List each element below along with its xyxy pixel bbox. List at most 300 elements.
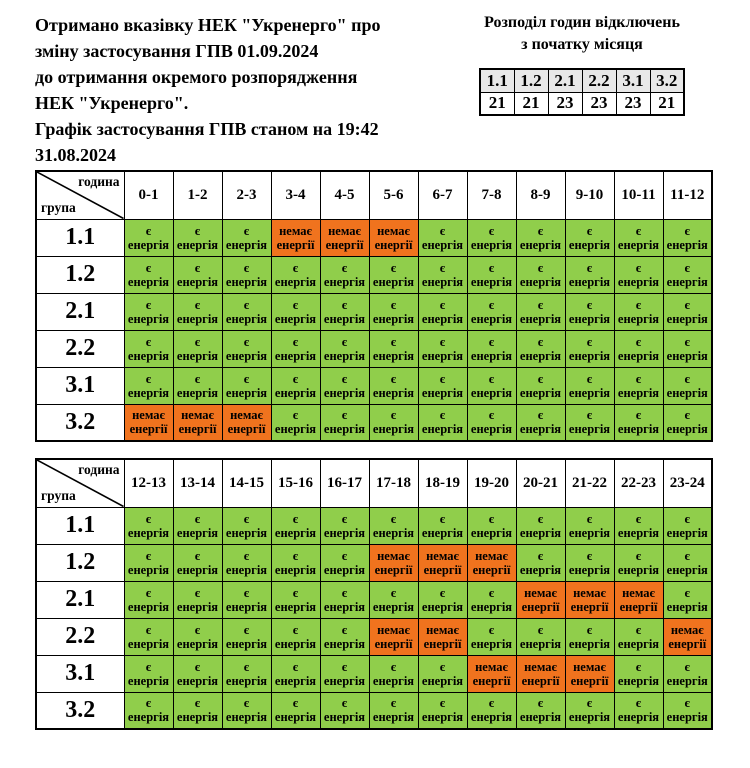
- energy-status-line: енергія: [323, 348, 366, 363]
- energy-status-line: немає: [573, 585, 606, 600]
- energy-status-line: є: [488, 223, 495, 238]
- group-label-cell: 2.2: [36, 330, 124, 367]
- energy-status-line: енергії: [521, 673, 560, 688]
- outage-distribution-title: [458, 12, 706, 56]
- energy-status-line: енергія: [666, 274, 708, 289]
- energy-status-cell: [663, 330, 712, 367]
- energy-status-line: енергії: [472, 562, 511, 577]
- energy-status-line: є: [586, 371, 593, 386]
- energy-status-line: є: [684, 585, 690, 600]
- hour-header-cell: 21-22: [565, 459, 614, 507]
- energy-status-line: є: [341, 408, 348, 423]
- energy-status-line: енергія: [225, 599, 268, 614]
- hour-header-cell: 14-15: [222, 459, 271, 507]
- energy-status-line: енергії: [325, 237, 364, 252]
- energy-status-line: є: [488, 408, 495, 423]
- group-label-cell: 1.1: [36, 219, 124, 256]
- energy-status-line: немає: [426, 622, 459, 637]
- schedule-row: [36, 618, 712, 655]
- group-label-cell: 3.1: [36, 367, 124, 404]
- energy-status-line: є: [145, 371, 152, 386]
- energy-status-cell: [222, 618, 271, 655]
- energy-status-line: є: [341, 511, 348, 526]
- energy-status-cell: [320, 404, 369, 441]
- energy-status-line: є: [439, 585, 446, 600]
- summary-group-cell: 3.1: [616, 69, 650, 92]
- summary-group-cell: 2.2: [582, 69, 616, 92]
- energy-status-line: є: [194, 622, 201, 637]
- energy-status-line: енергії: [472, 673, 511, 688]
- energy-status-cell: [124, 219, 173, 256]
- group-label-cell: 3.2: [36, 404, 124, 441]
- energy-status-line: енергія: [617, 237, 660, 252]
- energy-status-line: енергії: [423, 636, 462, 651]
- hour-header-cell: 2-3: [222, 171, 271, 219]
- energy-status-line: енергія: [176, 599, 219, 614]
- energy-status-line: є: [292, 622, 299, 637]
- hour-header-cell: 11-12: [663, 171, 712, 219]
- energy-status-line: немає: [279, 223, 312, 238]
- energy-status-cell: [663, 544, 712, 581]
- hour-header-cell: 16-17: [320, 459, 369, 507]
- energy-status-line: є: [292, 260, 299, 275]
- energy-status-line: енергії: [570, 599, 609, 614]
- energy-status-line: є: [341, 334, 348, 349]
- summary-hours-cell: 23: [548, 92, 582, 115]
- group-label-cell: 2.1: [36, 293, 124, 330]
- energy-status-line: є: [635, 511, 642, 526]
- energy-status-line: є: [684, 260, 690, 275]
- energy-status-line: є: [488, 371, 495, 386]
- group-label-cell: 1.1: [36, 507, 124, 544]
- energy-status-line: є: [537, 371, 544, 386]
- schedule-row: [36, 692, 712, 729]
- energy-status-line: є: [635, 548, 642, 563]
- energy-status-line: енергія: [519, 710, 562, 725]
- energy-status-line: енергія: [568, 710, 611, 725]
- energy-status-line: енергія: [617, 525, 660, 540]
- corner-cell: [36, 171, 124, 219]
- energy-status-line: енергія: [519, 525, 562, 540]
- energy-status-line: є: [684, 696, 690, 711]
- energy-status-cell: [565, 256, 614, 293]
- energy-status-line: енергія: [176, 710, 219, 725]
- energy-status-line: немає: [377, 223, 410, 238]
- energy-status-line: енергія: [617, 562, 660, 577]
- energy-status-cell: [271, 655, 320, 692]
- energy-status-cell: [614, 404, 663, 441]
- schedule-row: [36, 507, 712, 544]
- energy-status-line: енергія: [127, 525, 170, 540]
- energy-status-cell: [124, 507, 173, 544]
- energy-status-line: є: [390, 511, 397, 526]
- energy-status-line: енергія: [470, 385, 513, 400]
- energy-status-line: є: [684, 659, 690, 674]
- energy-status-line: немає: [573, 659, 606, 674]
- energy-status-cell: [222, 330, 271, 367]
- energy-status-cell: [320, 256, 369, 293]
- energy-status-cell: [418, 507, 467, 544]
- energy-status-cell: [124, 256, 173, 293]
- energy-status-line: немає: [622, 585, 655, 600]
- energy-status-line: є: [684, 511, 690, 526]
- energy-status-cell: [663, 507, 712, 544]
- energy-status-cell: [222, 404, 271, 441]
- energy-status-line: є: [292, 297, 299, 312]
- energy-status-line: є: [390, 334, 397, 349]
- energy-status-line: є: [292, 511, 299, 526]
- schedule-row: [36, 581, 712, 618]
- energy-status-line: немає: [377, 622, 410, 637]
- energy-status-cell: [124, 330, 173, 367]
- energy-status-line: енергія: [617, 348, 660, 363]
- energy-status-line: є: [243, 260, 250, 275]
- energy-status-line: енергія: [274, 422, 317, 437]
- energy-status-cell: [516, 692, 565, 729]
- energy-status-line: енергія: [568, 562, 611, 577]
- energy-status-line: є: [586, 334, 593, 349]
- energy-status-line: енергія: [519, 348, 562, 363]
- energy-status-line: є: [635, 334, 642, 349]
- corner-cell: [36, 459, 124, 507]
- energy-status-line: енергії: [374, 562, 413, 577]
- energy-status-cell: [614, 581, 663, 618]
- energy-status-line: енергія: [421, 385, 464, 400]
- energy-status-line: є: [243, 371, 250, 386]
- energy-status-line: енергії: [178, 422, 217, 437]
- energy-status-line: енергія: [421, 525, 464, 540]
- hour-header-cell: 22-23: [614, 459, 663, 507]
- energy-status-line: є: [243, 223, 250, 238]
- energy-status-cell: [467, 507, 516, 544]
- energy-status-line: немає: [328, 223, 361, 238]
- energy-status-line: енергія: [568, 274, 611, 289]
- energy-status-line: є: [537, 334, 544, 349]
- energy-status-cell: [516, 507, 565, 544]
- group-label-cell: 1.2: [36, 256, 124, 293]
- energy-status-line: енергія: [274, 562, 317, 577]
- energy-status-line: є: [194, 223, 201, 238]
- energy-status-cell: [516, 293, 565, 330]
- energy-status-line: є: [537, 223, 544, 238]
- energy-status-cell: [271, 581, 320, 618]
- hour-header-cell: 10-11: [614, 171, 663, 219]
- energy-status-line: є: [145, 585, 152, 600]
- energy-status-cell: [516, 256, 565, 293]
- energy-status-line: енергія: [372, 274, 415, 289]
- energy-status-cell: [467, 618, 516, 655]
- energy-status-cell: [418, 219, 467, 256]
- energy-status-line: є: [537, 260, 544, 275]
- energy-status-line: є: [390, 696, 397, 711]
- energy-status-cell: [418, 367, 467, 404]
- energy-status-cell: [222, 256, 271, 293]
- energy-status-cell: [418, 293, 467, 330]
- energy-status-line: є: [194, 548, 201, 563]
- hour-header-cell: 23-24: [663, 459, 712, 507]
- energy-status-line: є: [390, 297, 397, 312]
- energy-status-cell: [565, 581, 614, 618]
- energy-status-line: є: [635, 260, 642, 275]
- energy-status-line: немає: [475, 548, 508, 563]
- energy-status-line: є: [684, 297, 690, 312]
- energy-status-line: є: [586, 297, 593, 312]
- energy-status-line: енергія: [323, 422, 366, 437]
- energy-status-cell: [173, 367, 222, 404]
- energy-status-line: є: [635, 622, 642, 637]
- energy-status-cell: [467, 219, 516, 256]
- energy-status-cell: [663, 655, 712, 692]
- energy-status-line: є: [439, 297, 446, 312]
- energy-status-cell: [320, 581, 369, 618]
- energy-status-cell: [418, 256, 467, 293]
- energy-status-line: є: [537, 408, 544, 423]
- energy-status-line: енергія: [666, 385, 708, 400]
- energy-status-line: є: [684, 548, 690, 563]
- energy-status-cell: [124, 293, 173, 330]
- energy-status-line: є: [145, 334, 152, 349]
- energy-status-line: енергія: [274, 599, 317, 614]
- energy-status-line: енергія: [666, 710, 708, 725]
- energy-status-line: є: [145, 659, 152, 674]
- energy-status-line: є: [439, 260, 446, 275]
- energy-status-line: є: [145, 223, 152, 238]
- energy-status-line: енергія: [225, 348, 268, 363]
- energy-status-cell: [271, 293, 320, 330]
- energy-status-line: є: [390, 659, 397, 674]
- notice-line: до отримання окремого розпорядження: [35, 67, 358, 87]
- energy-status-line: енергія: [421, 673, 464, 688]
- energy-status-cell: [467, 404, 516, 441]
- schedule-row: [36, 367, 712, 404]
- energy-status-line: енергії: [374, 636, 413, 651]
- energy-status-line: енергія: [666, 422, 708, 437]
- energy-status-cell: [369, 692, 418, 729]
- energy-status-line: енергія: [127, 385, 170, 400]
- energy-status-cell: [663, 256, 712, 293]
- energy-status-cell: [467, 655, 516, 692]
- energy-status-cell: [271, 692, 320, 729]
- group-label-cell: 3.1: [36, 655, 124, 692]
- summary-hours-cell: 23: [582, 92, 616, 115]
- energy-status-cell: [614, 330, 663, 367]
- summary-hours-cell: 21: [650, 92, 684, 115]
- energy-status-cell: [271, 507, 320, 544]
- energy-status-line: енергія: [176, 348, 219, 363]
- hour-header-cell: 12-13: [124, 459, 173, 507]
- energy-status-cell: [565, 655, 614, 692]
- notice-line: 31.08.2024: [35, 145, 116, 165]
- energy-status-line: є: [243, 334, 250, 349]
- energy-status-cell: [467, 293, 516, 330]
- energy-status-line: енергія: [127, 673, 170, 688]
- energy-status-cell: [320, 367, 369, 404]
- energy-status-line: є: [439, 334, 446, 349]
- summary-group-cell: 3.2: [650, 69, 684, 92]
- energy-status-cell: [565, 618, 614, 655]
- energy-status-cell: [320, 293, 369, 330]
- energy-status-line: енергія: [666, 599, 708, 614]
- notice-text: [35, 12, 475, 168]
- energy-status-cell: [418, 692, 467, 729]
- energy-status-line: є: [488, 696, 495, 711]
- energy-status-cell: [369, 581, 418, 618]
- energy-status-line: енергія: [372, 673, 415, 688]
- energy-status-cell: [467, 256, 516, 293]
- energy-status-line: енергія: [568, 385, 611, 400]
- energy-status-line: є: [194, 334, 201, 349]
- energy-status-cell: [614, 655, 663, 692]
- energy-status-cell: [418, 330, 467, 367]
- energy-status-line: є: [586, 511, 593, 526]
- energy-status-cell: [516, 367, 565, 404]
- energy-status-cell: [565, 367, 614, 404]
- energy-status-line: є: [635, 297, 642, 312]
- energy-status-line: енергія: [225, 237, 268, 252]
- corner-hour-label: година: [78, 174, 120, 189]
- energy-status-line: є: [488, 622, 495, 637]
- schedule-header-row: [36, 459, 712, 507]
- energy-status-line: енергія: [372, 311, 415, 326]
- schedule-row: [36, 330, 712, 367]
- energy-status-cell: [173, 404, 222, 441]
- energy-status-line: енергія: [127, 348, 170, 363]
- energy-status-line: є: [684, 371, 690, 386]
- energy-status-line: енергія: [323, 385, 366, 400]
- energy-status-line: є: [439, 696, 446, 711]
- energy-status-line: є: [537, 622, 544, 637]
- energy-status-line: енергія: [225, 274, 268, 289]
- energy-status-line: енергія: [127, 599, 170, 614]
- energy-status-line: є: [145, 622, 152, 637]
- energy-status-line: енергія: [421, 422, 464, 437]
- notice-line: Графік застосування ГПВ станом на 19:42: [35, 119, 379, 139]
- hour-header-cell: 6-7: [418, 171, 467, 219]
- energy-status-line: немає: [670, 622, 704, 637]
- energy-status-cell: [614, 544, 663, 581]
- energy-status-cell: [663, 293, 712, 330]
- energy-status-cell: [369, 330, 418, 367]
- energy-status-line: енергія: [225, 562, 268, 577]
- hour-header-cell: 17-18: [369, 459, 418, 507]
- energy-status-line: енергія: [274, 525, 317, 540]
- energy-status-cell: [467, 330, 516, 367]
- hour-header-cell: 1-2: [173, 171, 222, 219]
- energy-status-cell: [614, 692, 663, 729]
- energy-status-line: енергія: [372, 348, 415, 363]
- energy-status-cell: [369, 544, 418, 581]
- energy-status-cell: [565, 544, 614, 581]
- energy-status-line: енергія: [568, 636, 611, 651]
- schedule-header-row: [36, 171, 712, 219]
- energy-status-cell: [663, 219, 712, 256]
- energy-status-cell: [271, 618, 320, 655]
- energy-status-line: енергія: [372, 422, 415, 437]
- energy-status-cell: [173, 330, 222, 367]
- corner-group-label: група: [41, 487, 76, 503]
- energy-status-line: є: [243, 659, 250, 674]
- energy-status-line: енергія: [519, 274, 562, 289]
- energy-status-line: енергія: [470, 348, 513, 363]
- energy-status-line: енергія: [323, 710, 366, 725]
- energy-status-cell: [271, 367, 320, 404]
- hour-header-cell: 4-5: [320, 171, 369, 219]
- energy-status-line: є: [194, 511, 201, 526]
- notice-line: зміну застосування ГПВ 01.09.2024: [35, 41, 319, 61]
- energy-status-line: енергія: [225, 311, 268, 326]
- energy-status-line: енергія: [617, 385, 660, 400]
- schedule-table-2: [35, 458, 713, 730]
- energy-status-line: енергія: [225, 525, 268, 540]
- energy-status-line: енергія: [519, 237, 562, 252]
- hour-header-cell: 15-16: [271, 459, 320, 507]
- outage-distribution-panel: [458, 12, 706, 116]
- energy-status-cell: [222, 293, 271, 330]
- energy-status-line: є: [292, 585, 299, 600]
- energy-status-line: є: [586, 223, 593, 238]
- energy-status-line: енергія: [323, 562, 366, 577]
- energy-status-line: енергія: [421, 348, 464, 363]
- energy-status-line: є: [145, 260, 152, 275]
- energy-status-line: енергія: [176, 673, 219, 688]
- energy-status-line: є: [243, 585, 250, 600]
- energy-status-line: є: [586, 622, 593, 637]
- energy-status-line: є: [439, 659, 446, 674]
- hour-header-cell: 20-21: [516, 459, 565, 507]
- energy-status-line: енергія: [225, 673, 268, 688]
- energy-status-cell: [369, 256, 418, 293]
- schedule-row: [36, 404, 712, 441]
- energy-status-cell: [173, 581, 222, 618]
- energy-status-cell: [271, 404, 320, 441]
- energy-status-line: енергія: [519, 311, 562, 326]
- energy-status-line: є: [145, 297, 152, 312]
- schedule-row: [36, 544, 712, 581]
- energy-status-cell: [369, 404, 418, 441]
- outage-distribution-table: [479, 68, 685, 116]
- energy-status-cell: [565, 692, 614, 729]
- energy-status-line: є: [635, 408, 642, 423]
- energy-status-line: енергія: [225, 710, 268, 725]
- outage-distribution-title-line: з початку місяця: [521, 36, 643, 53]
- energy-status-line: енергія: [470, 636, 513, 651]
- energy-status-line: енергія: [470, 237, 513, 252]
- energy-status-line: є: [635, 696, 642, 711]
- hour-header-cell: 13-14: [173, 459, 222, 507]
- energy-status-cell: [614, 293, 663, 330]
- energy-status-line: є: [586, 548, 593, 563]
- energy-status-line: енергія: [274, 385, 317, 400]
- energy-status-cell: [173, 293, 222, 330]
- energy-status-line: є: [145, 696, 152, 711]
- energy-status-cell: [418, 618, 467, 655]
- energy-status-line: є: [586, 408, 593, 423]
- energy-status-line: енергія: [176, 274, 219, 289]
- energy-status-line: енергія: [421, 311, 464, 326]
- energy-status-line: енергія: [323, 311, 366, 326]
- energy-status-line: є: [145, 511, 152, 526]
- energy-status-line: немає: [181, 408, 214, 423]
- hour-header-cell: 3-4: [271, 171, 320, 219]
- energy-status-cell: [467, 544, 516, 581]
- energy-status-line: енергії: [227, 422, 266, 437]
- energy-status-cell: [173, 544, 222, 581]
- energy-status-line: є: [292, 334, 299, 349]
- energy-status-line: енергія: [519, 562, 562, 577]
- energy-status-line: є: [243, 297, 250, 312]
- energy-status-line: енергія: [176, 525, 219, 540]
- energy-status-cell: [369, 618, 418, 655]
